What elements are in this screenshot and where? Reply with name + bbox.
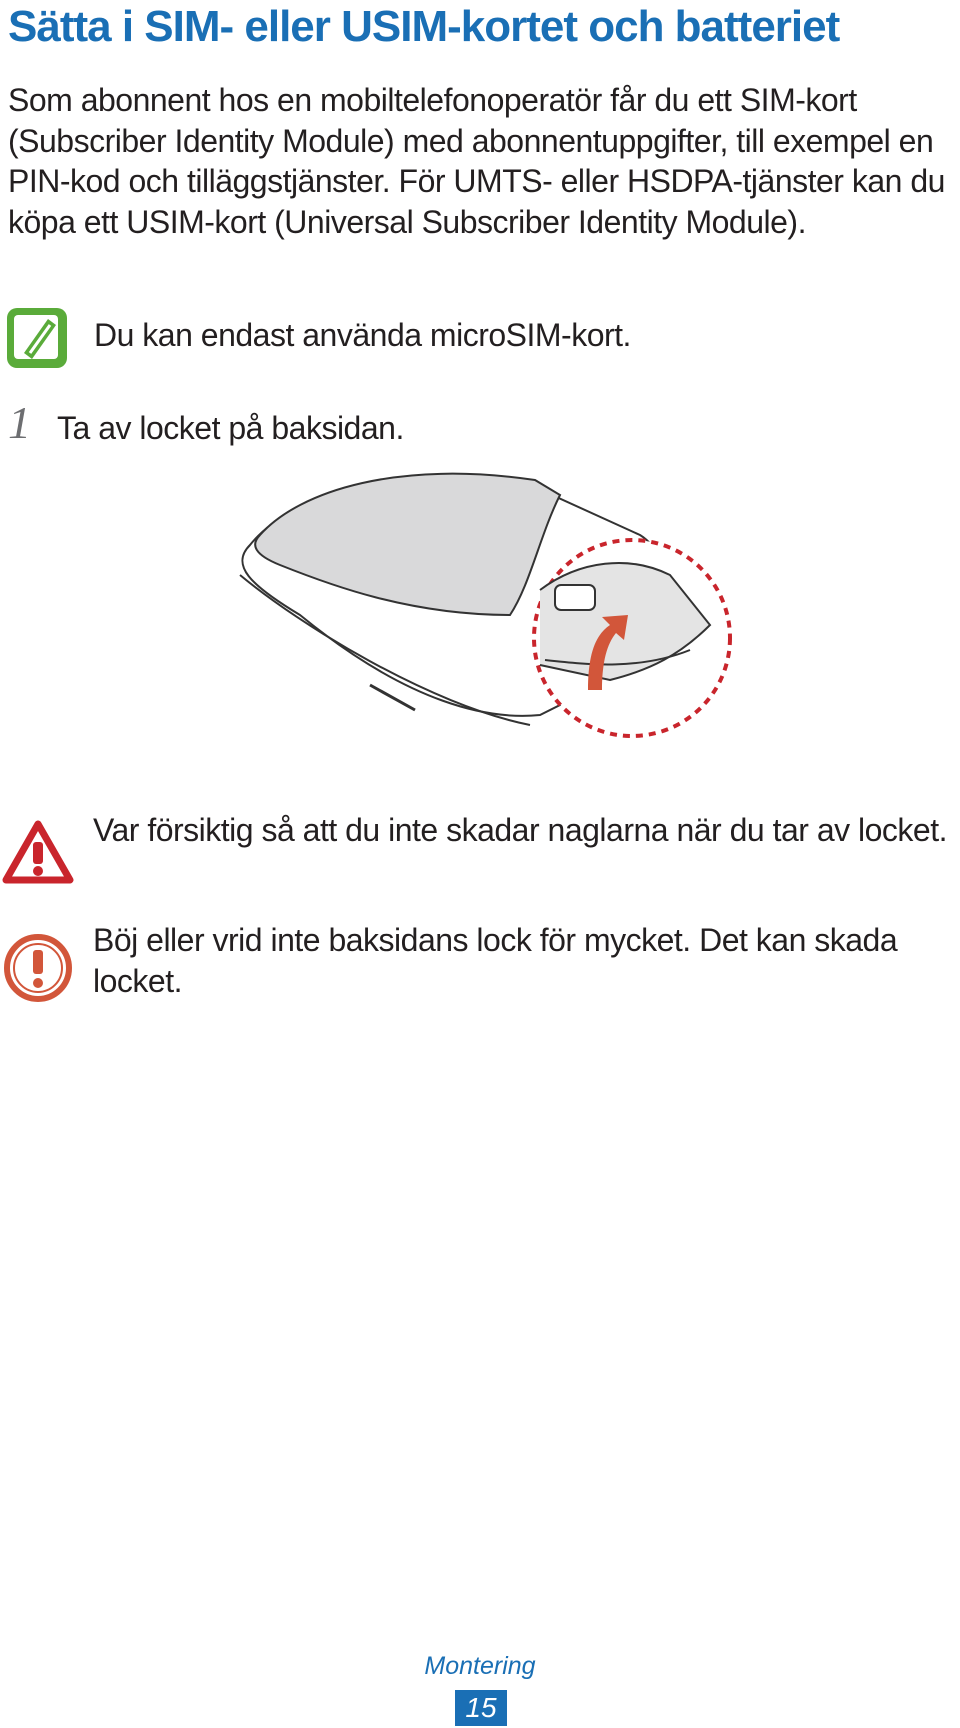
note-text: Du kan endast använda microSIM-kort.: [94, 317, 631, 353]
intro-paragraph: Som abonnent hos en mobiltelefonoperatör får du ett SIM-kort (Subscriber Identity Module) med abonnentuppgifter, till exempel en PIN-kod och tilläggstjänster. För UMTS- eller HSDPA-tjänster kan du köpa ett USIM-kort (Universal Subscriber Identity Module).: [8, 82, 945, 240]
step-text: Ta av locket på baksidan.: [57, 410, 404, 446]
note-pencil-icon: [4, 305, 70, 371]
warning-row-nails: [0, 810, 958, 910]
phone-back-cover-removal-illustration: [210, 465, 750, 780]
page-title: Sätta i SIM- eller USIM-kortet och batteriet: [8, 2, 840, 51]
warning-text-cover: Böj eller vrid inte baksidans lock för mycket. Det kan skada locket.: [93, 922, 898, 999]
warning-text-nails: Var försiktig så att du inte skadar naglarna när du tar av locket.: [93, 812, 947, 848]
caution-circle-icon: [2, 932, 74, 1004]
warning-row-cover: [0, 920, 958, 1020]
page-number: 15: [455, 1690, 507, 1726]
note-row: [4, 305, 954, 377]
warning-triangle-icon: [2, 818, 74, 890]
step-number: 1: [8, 397, 31, 448]
step-row: [0, 397, 950, 456]
footer-section-label: Montering: [424, 1652, 536, 1680]
